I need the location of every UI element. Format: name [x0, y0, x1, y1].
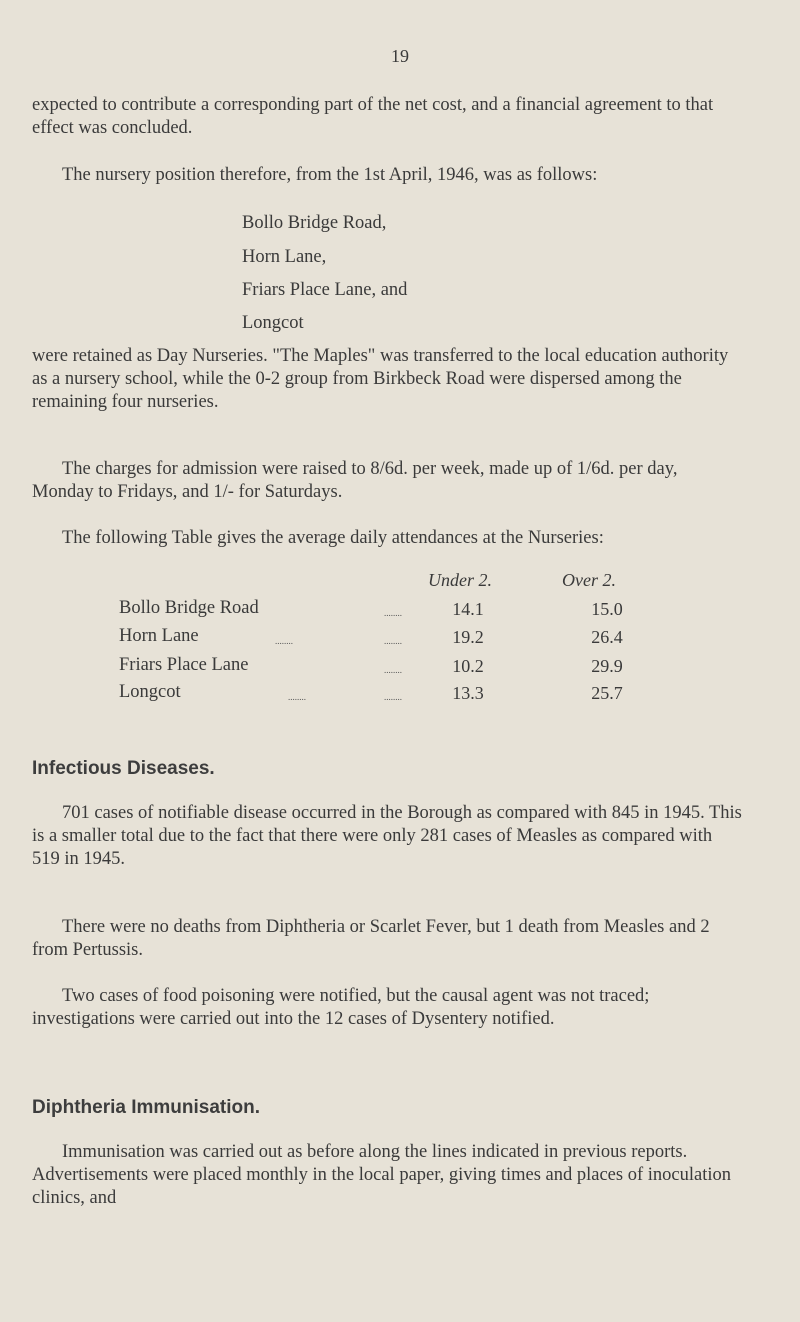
paragraph-immunisation: Immunisation was carried out as before along the lines indicated in previous reports. Advertisements were placed monthly in the local paper, giving times and places of inoculation clinics, and [32, 1142, 731, 1208]
leader-dots: ........ [384, 692, 402, 702]
under-2-value: 14.1 [452, 599, 484, 619]
column-header-over-2: Over 2. [562, 570, 616, 590]
over-2-value: 15.0 [591, 599, 623, 619]
nursery-address-1: Bollo Bridge Road, [242, 213, 387, 233]
heading-diphtheria-immunisation: Diphtheria Immunisation. [32, 1097, 261, 1118]
leader-dots: ........ [384, 636, 402, 646]
under-2-value: 19.2 [452, 627, 484, 647]
under-2-value: 10.2 [452, 656, 484, 676]
over-2-value: 29.9 [591, 656, 623, 676]
paragraph-notifiable-disease: 701 cases of notifiable disease occurred in the Borough as compared with 845 in 1945. This is a smaller total due to the fact that there were only 281 cases of Measles as compared with 519 in 1945. [32, 803, 742, 869]
leader-dots: ........ [384, 608, 402, 618]
nursery-address-4: Longcot [242, 313, 304, 333]
nursery-address-2: Horn Lane, [242, 247, 327, 267]
paragraph-day-nurseries: were retained as Day Nurseries. "The Maples" was transferred to the local education authority as a nursery school, while the 0-2 group from Birkbeck Road were dispersed among the remaining four nurseries. [32, 346, 729, 412]
paragraph-charges: The charges for admission were raised to 8/6d. per week, made up of 1/6d. per day, Monday to Fridays, and 1/- for Saturdays. [32, 459, 678, 502]
nursery-address-3: Friars Place Lane, and [242, 280, 408, 300]
under-2-value: 13.3 [452, 683, 484, 703]
paragraph-nursery-position: The nursery position therefore, from the 1st April, 1946, was as follows: [62, 165, 598, 185]
paragraph-food-poisoning: Two cases of food poisoning were notified, but the causal agent was not traced; investigations were carried out into the 12 cases of Dysentery notified. [32, 986, 650, 1029]
paragraph-deaths: There were no deaths from Diphtheria or Scarlet Fever, but 1 death from Measles and 2 from Pertussis. [32, 917, 710, 960]
paragraph-net-cost: expected to contribute a corresponding part of the net cost, and a financial agreement to that effect was concluded. [32, 95, 714, 138]
heading-infectious-diseases: Infectious Diseases. [32, 758, 215, 779]
row-label: Longcot [119, 682, 181, 702]
row-label: Bollo Bridge Road [119, 598, 259, 618]
leader-dots: ........ [384, 665, 402, 675]
leader-dots: ........ [275, 636, 293, 646]
paragraph-table-intro: The following Table gives the average daily attendances at the Nurseries: [62, 528, 604, 548]
leader-dots: ........ [288, 692, 306, 702]
column-header-under-2: Under 2. [428, 570, 492, 590]
row-label: Horn Lane [119, 626, 199, 646]
page-number: 19 [391, 46, 409, 66]
row-label: Friars Place Lane [119, 655, 249, 675]
over-2-value: 26.4 [591, 627, 623, 647]
over-2-value: 25.7 [591, 683, 623, 703]
